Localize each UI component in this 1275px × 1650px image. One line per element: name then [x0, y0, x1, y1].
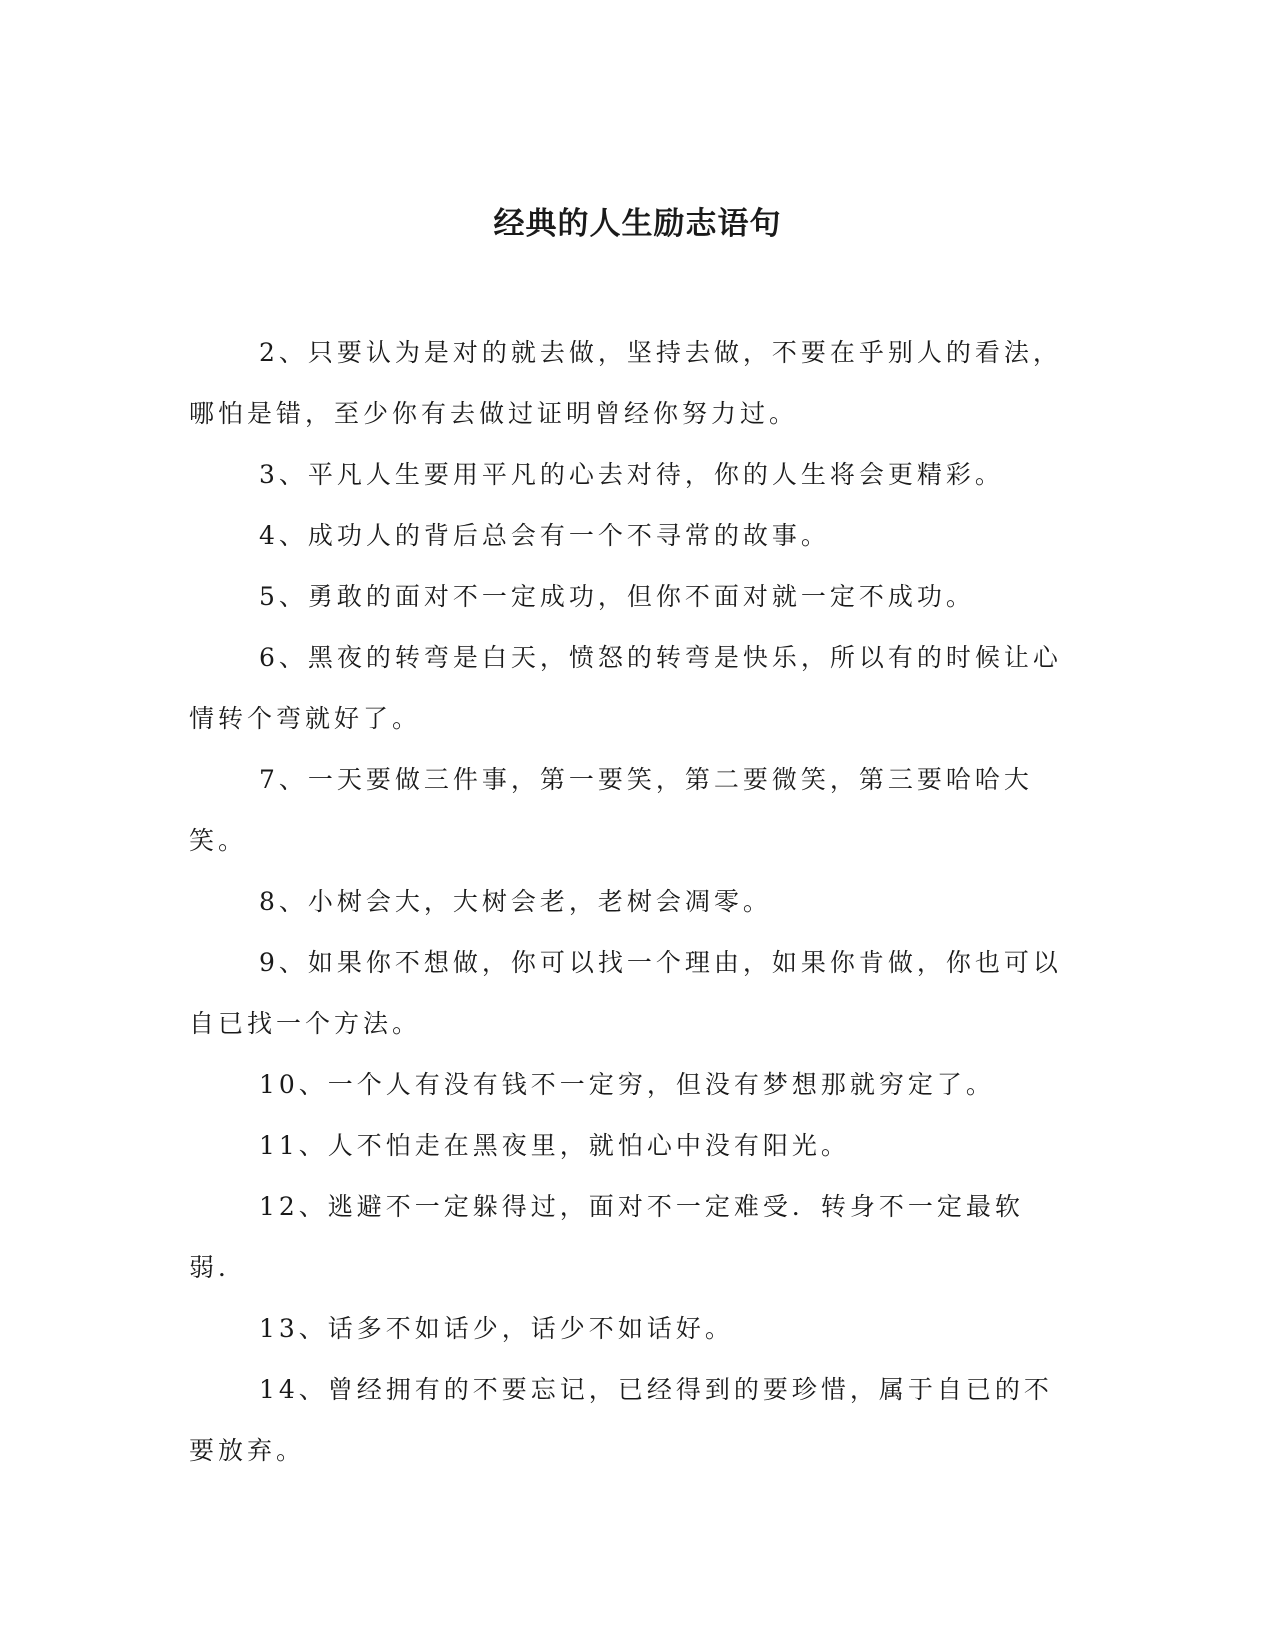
- paragraph-13: 13、话多不如话少，话少不如话好。: [259, 1314, 734, 1343]
- paragraph-14: 14、曾经拥有的不要忘记，已经得到的要珍惜，属于自已的不要放弃。: [189, 1375, 1053, 1465]
- paragraph-4: 4、成功人的背后总会有一个不寻常的故事。: [259, 521, 830, 550]
- paragraph-9: 9、如果你不想做，你可以找一个理由，如果你肯做，你也可以自已找一个方法。: [189, 948, 1062, 1038]
- paragraph-12: 12、逃避不一定躲得过，面对不一定难受．转身不一定最软弱．: [189, 1192, 1024, 1282]
- paragraph-2: 2、只要认为是对的就去做，坚持去做，不要在乎别人的看法，哪怕是错，至少你有去做过证明曾经你努力过。: [189, 338, 1062, 428]
- paragraph-3: 3、平凡人生要用平凡的心去对待，你的人生将会更精彩。: [259, 460, 1004, 489]
- paragraph-5: 5、勇敢的面对不一定成功，但你不面对就一定不成功。: [259, 582, 975, 611]
- paragraph-7: 7、一天要做三件事，第一要笑，第二要微笑，第三要哈哈大笑。: [189, 765, 1033, 855]
- paragraph-6: 6、黑夜的转弯是白天，愤怒的转弯是快乐，所以有的时候让心情转个弯就好了。: [189, 643, 1062, 733]
- paragraph-10: 10、一个人有没有钱不一定穷，但没有梦想那就穷定了。: [259, 1070, 995, 1099]
- paragraph-11: 11、人不怕走在黑夜里，就怕心中没有阳光。: [259, 1131, 850, 1160]
- document-body: [189, 322, 1074, 1481]
- paragraph-8: 8、小树会大，大树会老，老树会凋零。: [259, 887, 772, 916]
- document-title: 经典的人生励志语句: [493, 206, 782, 242]
